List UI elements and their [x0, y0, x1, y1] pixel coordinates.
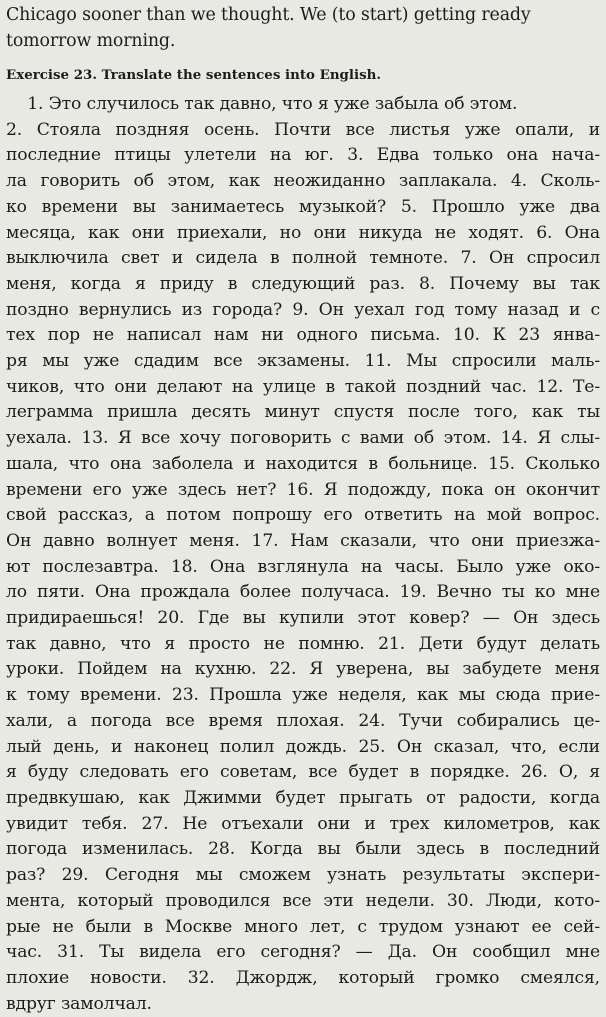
- text-line: чиков, что они делают на улице в такой поздний час. 12. Те-: [6, 376, 600, 397]
- text-line: 1. Это случилось так давно, что я уже забыла об этом.: [6, 94, 518, 114]
- exercise-heading: Exercise 23. Translate the sentences into English.: [6, 67, 382, 83]
- text-line: ко времени вы занимаетесь музыкой? 5. Прошло уже два: [6, 196, 600, 217]
- text-line: времени его уже здесь нет? 16. Я подожду, пока он окончит: [6, 479, 600, 500]
- text-line: увидит тебя. 27. Не отъехали они и трех километров, как: [6, 813, 600, 834]
- text-line: ют послезавтра. 18. Она взглянула на часы. Было уже око-: [6, 556, 600, 577]
- text-line: к тому времени. 23. Прошла уже неделя, как мы сюда прие-: [6, 685, 600, 706]
- text-line: уехала. 13. Я все хочу поговорить с вами об этом. 14. Я слы-: [6, 428, 600, 449]
- text-line: лый день, и наконец полил дождь. 25. Он сказал, что, если: [6, 736, 600, 757]
- text-line: 2. Стояла поздняя осень. Почти все листья уже опали, и: [6, 119, 600, 140]
- text-line: месяца, как они приехали, но они никуда не ходят. 6. Она: [6, 222, 600, 243]
- text-line: погода изменилась. 28. Когда вы были здесь в последний: [6, 839, 600, 860]
- text-line: вдруг замолчал.: [6, 993, 152, 1014]
- text-line: ла говорить об этом, как неожиданно заплакала. 4. Сколь-: [6, 171, 600, 192]
- text-line: хали, а погода все время плохая. 24. Тучи собирались це-: [6, 710, 600, 731]
- text-line: тех пор не написал нам ни одного письма. 10. К 23 янва-: [6, 325, 600, 346]
- text-line: придираешься! 20. Где вы купили этот ковер? — Он здесь: [6, 608, 600, 629]
- text-line: я буду следовать его советам, все будет в порядке. 26. О, я: [6, 762, 600, 783]
- text-line: Он давно волнует меня. 17. Нам сказали, что они приезжа-: [6, 530, 600, 551]
- exercise-body: [6, 92, 600, 1017]
- text-line: шала, что она заболела и находится в больнице. 15. Сколько: [6, 453, 600, 474]
- text-line: раз? 29. Сегодня мы сможем узнать результаты экспери-: [6, 865, 600, 886]
- text-line: час. 31. Ты видела его сегодня? — Да. Он сообщил мне: [6, 942, 600, 963]
- text-line: ло пяти. Она прождала более получаса. 19. Вечно ты ко мне: [6, 582, 600, 603]
- text-line: рые не были в Москве много лет, с трудом узнают ее сей-: [6, 916, 600, 937]
- text-line: предвкушаю, как Джимми будет прыгать от радости, когда: [6, 787, 600, 808]
- text-line: уроки. Пойдем на кухню. 22. Я уверена, вы забудете меня: [6, 659, 600, 680]
- text-line: последние птицы улетели на юг. 3. Едва только она нача-: [6, 145, 600, 166]
- text-line: леграмма пришла десять минут спустя после того, как ты: [6, 402, 600, 423]
- text-line: свой рассказ, а потом попрошу его ответить на мой вопрос.: [6, 505, 600, 526]
- text-line: ря мы уже сдадим все экзамены. 11. Мы спросили маль-: [6, 351, 600, 372]
- text-line: поздно вернулись из города? 9. Он уехал год тому назад и с: [6, 299, 600, 320]
- text-line: меня, когда я приду в следующий раз. 8. Почему вы так: [6, 273, 600, 294]
- text-line: tomorrow morning.: [6, 31, 176, 51]
- text-line: выключила свет и сидела в полной темноте. 7. Он спросил: [6, 248, 600, 269]
- previous-exercise-ending: [6, 2, 600, 54]
- text-line: Chicago sooner than we thought. We (to start) getting ready: [6, 5, 531, 25]
- text-line: плохие новости. 32. Джордж, который громко смеялся,: [6, 967, 600, 988]
- text-line: так давно, что я просто не помню. 21. Дети будут делать: [6, 633, 600, 654]
- text-line: мента, который проводился все эти недели. 30. Люди, кото-: [6, 890, 600, 911]
